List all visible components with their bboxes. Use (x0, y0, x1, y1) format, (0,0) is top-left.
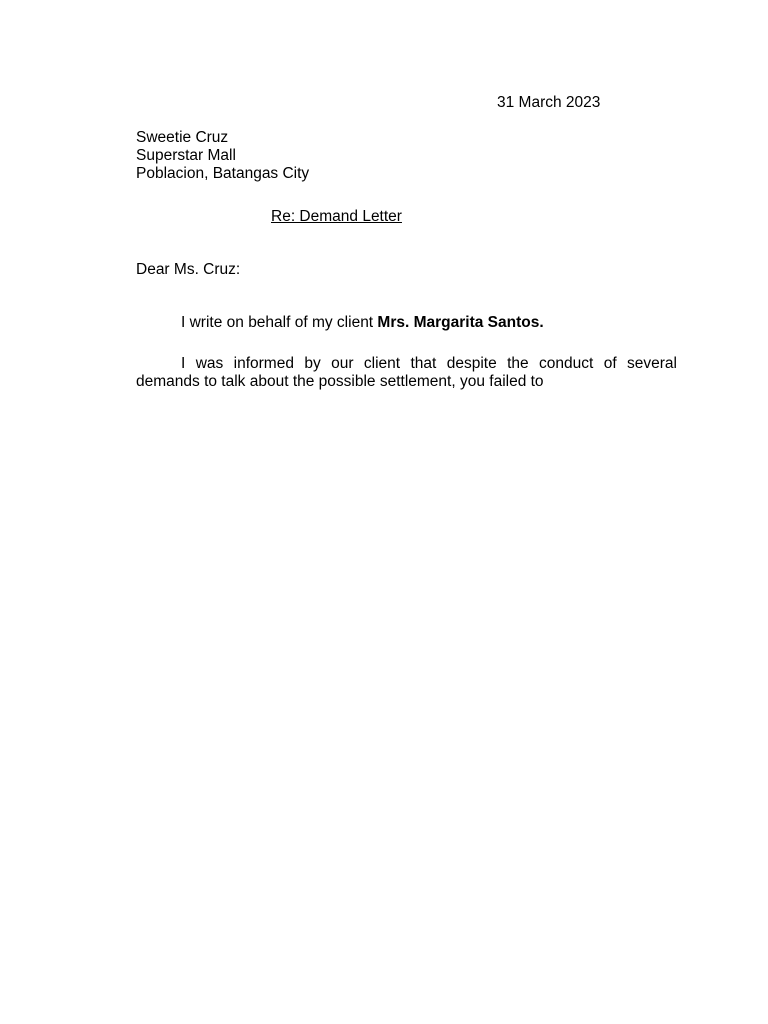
recipient-name: Sweetie Cruz (136, 129, 229, 146)
client-name: Mrs. Margarita Santos. (377, 314, 544, 331)
paragraph-1-text: I write on behalf of my client (181, 314, 378, 331)
body-paragraph-2: I was informed by our client that despite the conduct of several demands to talk about the possible settlement, you failed to (136, 355, 677, 390)
recipient-address (136, 129, 309, 183)
recipient-address-line1: Superstar Mall (136, 147, 236, 164)
letter-subject: Re: Demand Letter (271, 208, 402, 225)
body-paragraph-1 (136, 314, 677, 332)
letter-date: 31 March 2023 (497, 94, 601, 111)
letter-salutation: Dear Ms. Cruz: (136, 261, 241, 278)
recipient-address-line2: Poblacion, Batangas City (136, 165, 310, 182)
